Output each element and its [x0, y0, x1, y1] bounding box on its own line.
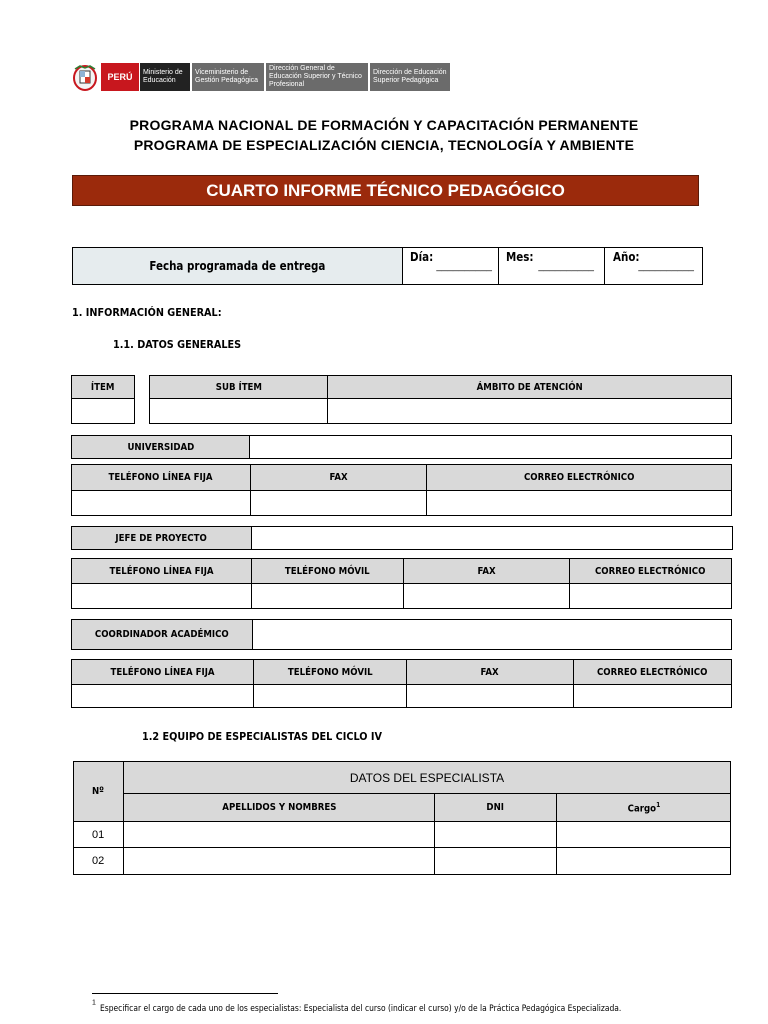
fecha-mes-cell[interactable]: Mes: __________ [498, 247, 605, 285]
coordinador-value[interactable] [252, 619, 732, 650]
item-header: ÍTEM [71, 375, 135, 399]
especialista-row-2-dni[interactable] [434, 847, 557, 875]
report-banner: CUARTO INFORME TÉCNICO PEDAGÓGICO [72, 175, 699, 206]
univ-fax-value[interactable] [250, 490, 427, 516]
jefe-correo-value[interactable] [569, 583, 732, 609]
coord-correo-header: CORREO ELECTRÓNICO [573, 659, 732, 685]
logo-direccion-general: Dirección General de Educación Superior y Técnico Profesional [266, 63, 368, 91]
univ-correo-value[interactable] [426, 490, 732, 516]
universidad-value[interactable] [249, 435, 732, 459]
logo-country: PERÚ [101, 63, 139, 91]
fecha-label: Fecha programada de entrega [72, 247, 403, 285]
especialista-row-2-no: 02 [73, 847, 124, 875]
coord-fax-header: FAX [406, 659, 574, 685]
coord-movil-header: TELÉFONO MÓVIL [253, 659, 407, 685]
especialistas-dni-header: DNI [434, 793, 557, 822]
subitem-header: SUB ÍTEM [149, 375, 328, 399]
univ-telefono-header: TELÉFONO LÍNEA FIJA [71, 464, 251, 491]
coord-fax-value[interactable] [406, 684, 574, 708]
title-line-1: PROGRAMA NACIONAL DE FORMACIÓN Y CAPACITACIÓN PERMANENTE [129, 117, 639, 133]
jefe-correo-header: CORREO ELECTRÓNICO [569, 558, 732, 584]
jefe-telefono-header: TELÉFONO LÍNEA FIJA [71, 558, 252, 584]
section-1-heading: 1. INFORMACIÓN GENERAL: [72, 306, 222, 319]
fecha-anio-cell[interactable]: Año: __________ [604, 247, 703, 285]
coord-correo-value[interactable] [573, 684, 732, 708]
cargo-footnote-mark: 1 [655, 800, 660, 809]
coord-movil-value[interactable] [253, 684, 407, 708]
coord-telefono-header: TELÉFONO LÍNEA FIJA [71, 659, 254, 685]
especialista-row-2-apellidos[interactable] [123, 847, 435, 875]
jefe-fax-header: FAX [403, 558, 570, 584]
subitem-value[interactable] [149, 398, 328, 424]
especialista-row-1-no: 01 [73, 821, 124, 848]
especialistas-no-header: Nº [73, 761, 124, 822]
coordinador-label: COORDINADOR ACADÉMICO [71, 619, 253, 650]
title-line-2: PROGRAMA DE ESPECIALIZACIÓN CIENCIA, TECNOLOGÍA Y AMBIENTE [133, 137, 635, 153]
header-logo [72, 63, 450, 91]
univ-fax-header: FAX [250, 464, 427, 491]
jefe-value[interactable] [251, 526, 733, 550]
shield-icon [72, 63, 98, 91]
jefe-movil-header: TELÉFONO MÓVIL [251, 558, 404, 584]
ambito-header: ÁMBITO DE ATENCIÓN [327, 375, 732, 399]
jefe-fax-value[interactable] [403, 583, 570, 609]
footnote [92, 998, 752, 1016]
jefe-label: JEFE DE PROYECTO [71, 526, 252, 550]
footnote-mark: 1 [92, 999, 96, 1007]
footnote-text: Especificar el cargo de cada uno de los especialistas: Especialista del curso (indicar el curso) y/o de la Práctica Pedagógica Especializada. [100, 1004, 622, 1014]
logo-direccion-superior: Dirección de Educación Superior Pedagógica [370, 63, 450, 91]
section-1-1-heading: 1.1. DATOS GENERALES [113, 338, 242, 351]
univ-telefono-value[interactable] [71, 490, 251, 516]
section-1-2-heading: 1.2 EQUIPO DE ESPECIALISTAS DEL CICLO IV [142, 730, 382, 743]
logo-ministerio: Ministerio de Educación [140, 63, 190, 91]
especialista-row-1-dni[interactable] [434, 821, 557, 848]
universidad-label: UNIVERSIDAD [71, 435, 250, 459]
jefe-movil-value[interactable] [251, 583, 404, 609]
especialista-row-1-cargo[interactable] [556, 821, 731, 848]
footnote-divider [92, 993, 278, 994]
especialistas-datos-header: DATOS DEL ESPECIALISTA [123, 761, 731, 794]
fecha-dia-cell[interactable]: Día: __________ [402, 247, 499, 285]
item-value[interactable] [71, 398, 135, 424]
ambito-value[interactable] [327, 398, 732, 424]
especialista-row-1-apellidos[interactable] [123, 821, 435, 848]
especialistas-cargo-header: Cargo$^1$ [556, 793, 731, 822]
jefe-telefono-value[interactable] [71, 583, 252, 609]
logo-viceministerio: Viceministerio de Gestión Pedagógica [192, 63, 264, 91]
coord-telefono-value[interactable] [71, 684, 254, 708]
univ-correo-header: CORREO ELECTRÓNICO [426, 464, 732, 491]
especialistas-apellidos-header: APELLIDOS Y NOMBRES [123, 793, 435, 822]
especialista-row-2-cargo[interactable] [556, 847, 731, 875]
